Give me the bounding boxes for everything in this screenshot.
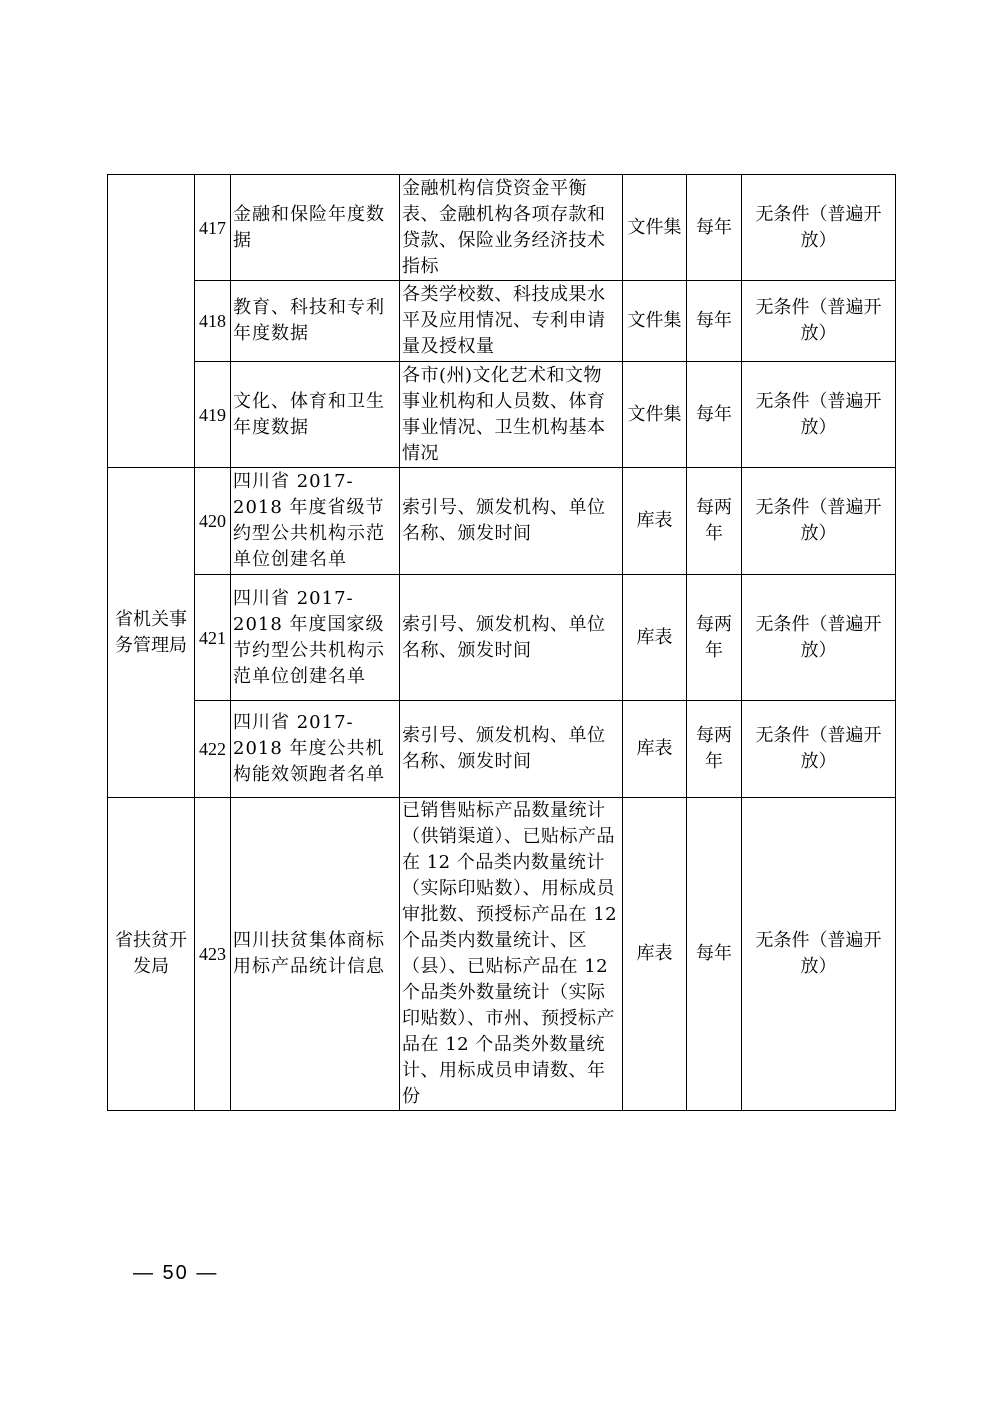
row-number: 423 (195, 798, 231, 1111)
data-type-cell: 库表 (623, 701, 687, 798)
row-number: 417 (195, 175, 231, 281)
data-type-cell: 文件集 (623, 281, 687, 362)
update-frequency-cell: 每年 (687, 281, 742, 362)
update-frequency-cell: 每年 (687, 362, 742, 468)
open-condition-cell: 无条件（普遍开放） (742, 468, 896, 575)
update-frequency-cell: 每年 (687, 175, 742, 281)
data-type-cell: 文件集 (623, 175, 687, 281)
table-row (108, 281, 896, 362)
open-condition-cell: 无条件（普遍开放） (742, 701, 896, 798)
update-frequency-cell: 每两年 (687, 701, 742, 798)
data-items-cell: 索引号、颁发机构、单位名称、颁发时间 (400, 701, 623, 798)
data-type-cell: 库表 (623, 468, 687, 575)
data-name-cell: 文化、体育和卫生年度数据 (231, 362, 400, 468)
update-frequency-cell: 每两年 (687, 575, 742, 701)
dept-cell-empty (108, 175, 195, 468)
table-row (108, 575, 896, 701)
data-items-cell: 各类学校数、科技成果水平及应用情况、专利申请量及授权量 (400, 281, 623, 362)
data-name-cell: 教育、科技和专利年度数据 (231, 281, 400, 362)
table-row (108, 798, 896, 1111)
row-number: 419 (195, 362, 231, 468)
data-name-cell: 四川省 2017-2018 年度国家级节约型公共机构示范单位创建名单 (231, 575, 400, 701)
table-row (108, 701, 896, 798)
data-items-cell: 已销售贴标产品数量统计（供销渠道）、已贴标产品在 12 个品类内数量统计（实际印贴数）、用标成员审批数、预授标产品在 12 个品类内数量统计、区（县）、已贴标产品在 12 个品类外数量统计（实际印贴数）、市州、预授标产品在 12 个品类外数量统计、用标成员申请数、年份 (400, 798, 623, 1111)
row-number: 422 (195, 701, 231, 798)
open-condition-cell: 无条件（普遍开放） (742, 281, 896, 362)
data-items-cell: 索引号、颁发机构、单位名称、颁发时间 (400, 575, 623, 701)
data-name-cell: 四川扶贫集体商标用标产品统计信息 (231, 798, 400, 1111)
open-condition-cell: 无条件（普遍开放） (742, 362, 896, 468)
table-row (108, 362, 896, 468)
data-items-cell: 索引号、颁发机构、单位名称、颁发时间 (400, 468, 623, 575)
data-name-cell: 四川省 2017-2018 年度公共机构能效领跑者名单 (231, 701, 400, 798)
table-row (108, 175, 896, 281)
row-number: 421 (195, 575, 231, 701)
data-type-cell: 库表 (623, 798, 687, 1111)
data-name-cell: 金融和保险年度数据 (231, 175, 400, 281)
open-condition-cell: 无条件（普遍开放） (742, 575, 896, 701)
table-row (108, 468, 896, 575)
data-type-cell: 文件集 (623, 362, 687, 468)
department-cell: 省机关事务管理局 (108, 468, 195, 798)
row-number: 420 (195, 468, 231, 575)
row-number: 418 (195, 281, 231, 362)
data-table (107, 174, 896, 1111)
department-cell: 省扶贫开发局 (108, 798, 195, 1111)
update-frequency-cell: 每年 (687, 798, 742, 1111)
data-type-cell: 库表 (623, 575, 687, 701)
data-items-cell: 各市(州)文化艺术和文物事业机构和人员数、体育事业情况、卫生机构基本情况 (400, 362, 623, 468)
open-condition-cell: 无条件（普遍开放） (742, 798, 896, 1111)
open-condition-cell: 无条件（普遍开放） (742, 175, 896, 281)
page-number: — 50 — (133, 1262, 219, 1284)
data-items-cell: 金融机构信贷资金平衡表、金融机构各项存款和贷款、保险业务经济技术指标 (400, 175, 623, 281)
data-name-cell: 四川省 2017-2018 年度省级节约型公共机构示范单位创建名单 (231, 468, 400, 575)
update-frequency-cell: 每两年 (687, 468, 742, 575)
